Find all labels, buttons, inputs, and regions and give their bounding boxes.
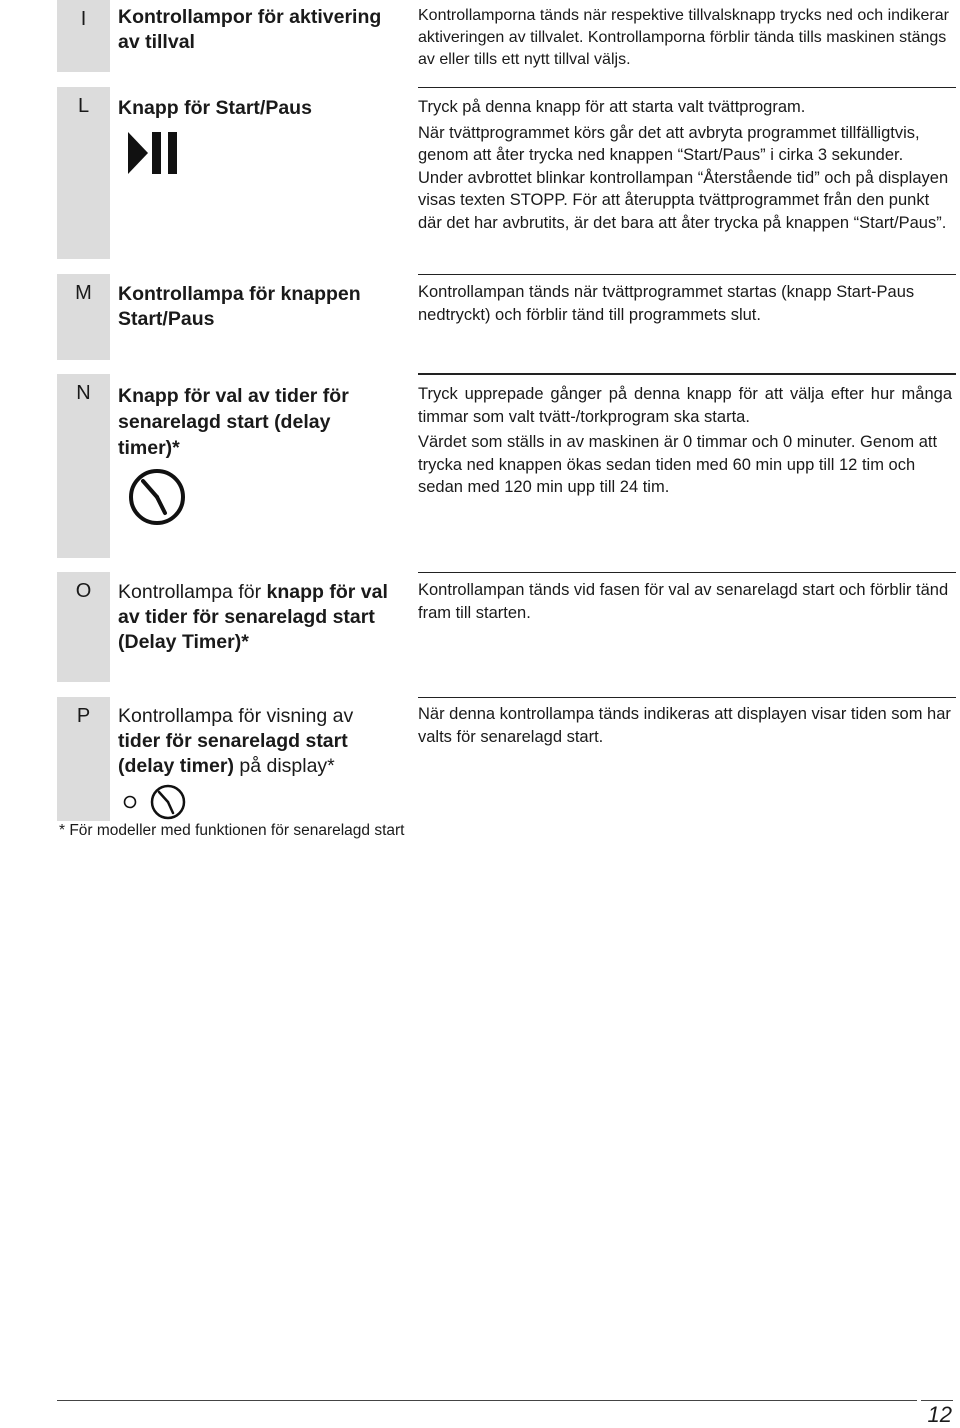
row-title-p-part1: Kontrollampa för visning av: [118, 705, 354, 727]
row-letter-i: I: [57, 0, 110, 72]
page-number: 12: [927, 1402, 952, 1427]
row-rule-l: [418, 87, 956, 88]
row-desc-o-p1: Kontrollampan tänds vid fasen för val av senarelagd start och förblir tänd fram till starten.: [418, 581, 949, 622]
row-title-o-part2: knapp för val av tider för senarelagd start (Delay Timer)*: [118, 581, 388, 653]
row-desc-m-p1: Kontrollampan tänds när tvättprogrammet startas (knapp Start-Paus nedtryckt) och förblir tänd till programmets slut.: [418, 283, 915, 324]
row-desc-i-p1: Kontrollamporna tänds när respektive tillvalsknapp trycks ned och indikerar aktiveringen av tillvalet. Kontrollamporna förblir tända tills maskinen stängs av eller tills ett nytt tillval väljs.: [418, 7, 949, 68]
play-pause-icon: [128, 130, 190, 181]
row-desc-l: [418, 96, 952, 237]
row-rule-o: [418, 572, 956, 573]
row-letter-l: L: [57, 87, 110, 259]
footer-rule: [57, 1400, 917, 1401]
row-title-i: Kontrollampor för aktivering av tillval: [118, 6, 382, 53]
row-desc-o: [418, 579, 952, 627]
row-title-l: Knapp för Start/Paus: [118, 97, 312, 119]
row-letter-n: N: [57, 374, 110, 558]
row-letter-m: M: [57, 274, 110, 360]
row-title-m: Kontrollampa för knappen Start/Paus: [118, 283, 361, 330]
row-title-o-part1: Kontrollampa för: [118, 581, 267, 603]
row-desc-m: [418, 281, 952, 329]
row-desc-l-p1: Tryck på denna knapp för att starta valt tvättprogram.: [418, 98, 806, 116]
row-title-p: [118, 704, 398, 779]
row-letter-o: O: [57, 572, 110, 682]
row-rule-n: [418, 373, 956, 375]
row-rule-m: [418, 274, 956, 275]
footnote: * För modeller med funktionen för senarelagd start: [59, 822, 405, 839]
footer-rule-short: [921, 1400, 953, 1401]
clock-icon: [126, 468, 188, 531]
row-desc-i: [418, 5, 952, 74]
indicator-clock-icon: [120, 783, 190, 826]
row-title-n: Knapp för val av tider för senarelagd start (delay timer)*: [118, 385, 349, 459]
row-letter-p: P: [57, 697, 110, 821]
row-desc-p: [418, 703, 952, 751]
row-desc-p-p1: När denna kontrollampa tänds indikeras att displayen visar tiden som har valts för senarelagd start.: [418, 705, 951, 746]
row-desc-n-p1: Tryck upprepade gånger på denna knapp för att välja efter hur många timmar som valt tvätt-/torkprogram ska starta.: [418, 385, 952, 426]
row-desc-n-p2: Värdet som ställs in av maskinen är 0 timmar och 0 minuter. Genom att trycka ned knappen ökas sedan tiden med 60 min upp till 12 tim och sedan med 120 min upp till 24 tim.: [418, 433, 938, 496]
row-desc-l-p2: När tvättprogrammet körs går det att avbryta programmet tillfälligtvis, genom att åter trycka ned knappen “Start/Paus” i cirka 3 sekunder. Under avbrottet blinkar kontrollampan “Återstående tid” och på displayen visas texten STOPP. För att återuppta tvättprogrammet från den punkt där det har avbrutits, är det bara att åter trycka på knappen “Start/Paus”.: [418, 123, 949, 232]
row-title-o: [118, 580, 398, 655]
row-title-p-part2: tider för senarelagd start (delay timer): [118, 730, 348, 777]
row-title-p-part3: på display*: [233, 755, 335, 777]
row-desc-n: [418, 383, 952, 502]
row-rule-p: [418, 697, 956, 698]
